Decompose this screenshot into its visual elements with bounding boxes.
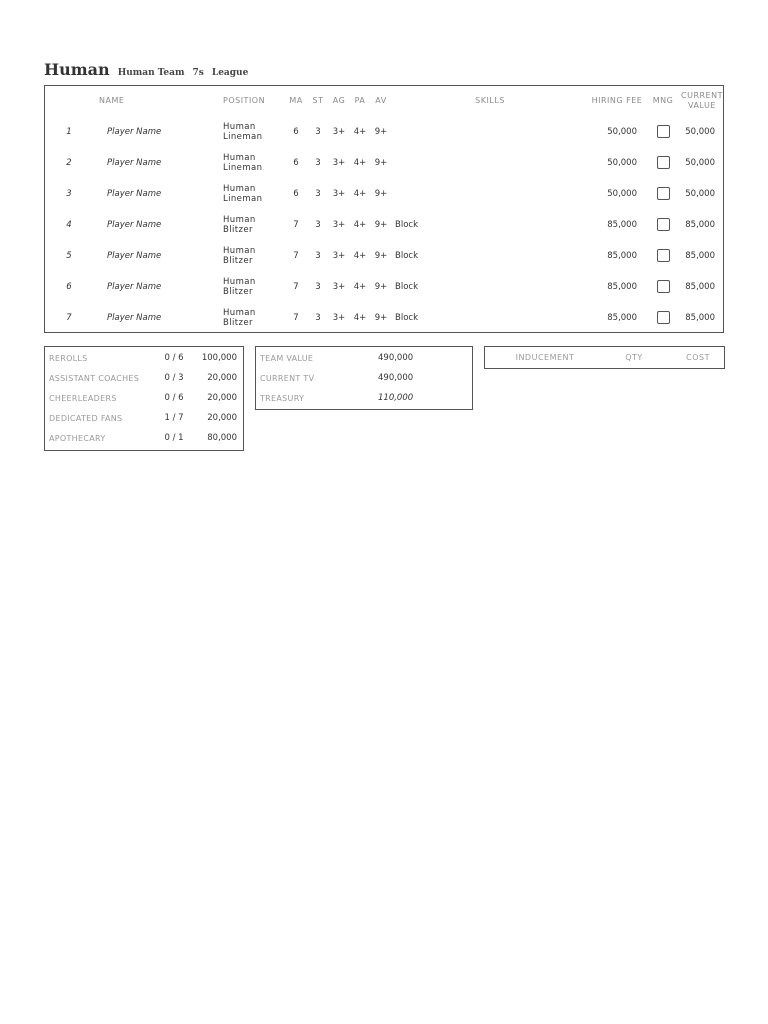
col-pa-header: PA: [354, 96, 366, 105]
player-ma: 7: [293, 312, 299, 323]
staff-row-cheerleaders: [45, 388, 243, 408]
staff-table: [45, 348, 243, 448]
player-name[interactable]: Player Name: [107, 188, 162, 199]
player-ma: 7: [293, 250, 299, 261]
inducements-header-row: [485, 347, 724, 368]
player-ma: 6: [293, 188, 299, 199]
player-st: 3: [315, 281, 321, 292]
player-ma: 6: [293, 157, 299, 168]
player-row: [45, 116, 723, 147]
inducements-panel: [484, 346, 725, 369]
player-number: 4: [66, 219, 72, 230]
staff-label: APOTHECARY: [49, 433, 106, 443]
staff-label: DEDICATED FANS: [49, 413, 123, 423]
player-number: 2: [66, 157, 72, 168]
roster-header-row: [45, 86, 723, 116]
col-skills-header: SKILLS: [475, 96, 505, 105]
player-skills: Block: [395, 281, 418, 292]
player-av: 9+: [374, 219, 388, 230]
player-ag: 3+: [332, 250, 346, 261]
player-hiring-fee: 50,000: [607, 188, 637, 199]
player-number: 3: [66, 188, 72, 199]
player-name[interactable]: Player Name: [107, 219, 162, 230]
player-name[interactable]: Player Name: [107, 157, 162, 168]
team-meta: [118, 68, 249, 78]
treasury-value[interactable]: 110,000: [378, 393, 414, 403]
player-number: 7: [66, 312, 72, 323]
staff-qty[interactable]: 0 / 1: [164, 433, 184, 443]
staff-label: ASSISTANT COACHES: [49, 373, 140, 383]
staff-qty[interactable]: 0 / 3: [164, 373, 184, 383]
player-current-value: 85,000: [685, 219, 715, 230]
staff-row-assistant-coaches: [45, 368, 243, 388]
player-mng-cell: [645, 302, 681, 333]
staff-row-apothecary: [45, 428, 243, 448]
staff-label: REROLLS: [49, 353, 88, 363]
player-skills: Block: [395, 250, 418, 261]
player-pa: 4+: [353, 157, 367, 168]
mng-checkbox[interactable]: [657, 249, 670, 262]
current-tv-row: [256, 368, 472, 388]
player-skills: [391, 147, 589, 178]
player-name[interactable]: Player Name: [107, 126, 162, 137]
player-position: Human Blitzer: [223, 307, 256, 328]
player-pa: 4+: [353, 281, 367, 292]
inducements-table: [485, 347, 724, 368]
staff-qty[interactable]: 0 / 6: [164, 393, 184, 403]
player-av: 9+: [374, 281, 388, 292]
team-value: 490,000: [378, 353, 414, 363]
player-ag: 3+: [332, 188, 346, 199]
staff-label: CHEERLEADERS: [49, 393, 117, 403]
player-position: Human Lineman: [223, 183, 263, 204]
player-ag: 3+: [332, 281, 346, 292]
player-ag: 3+: [332, 219, 346, 230]
player-av: 9+: [374, 157, 388, 168]
player-current-value: 50,000: [685, 126, 715, 137]
player-av: 9+: [374, 188, 388, 199]
current-tv-label: CURRENT TV: [260, 373, 315, 383]
player-pa: 4+: [353, 126, 367, 137]
player-current-value: 85,000: [685, 281, 715, 292]
player-skills: [391, 116, 589, 147]
player-st: 3: [315, 188, 321, 199]
treasury-row: [256, 388, 472, 408]
team-format: 7s: [192, 68, 204, 78]
player-current-value: 50,000: [685, 188, 715, 199]
mng-checkbox[interactable]: [657, 156, 670, 169]
team-value-label: TEAM VALUE: [260, 353, 314, 363]
team-value-row: [256, 348, 472, 368]
player-mng-cell: [645, 271, 681, 302]
player-st: 3: [315, 250, 321, 261]
roster-table-container: [44, 85, 724, 333]
mng-checkbox[interactable]: [657, 311, 670, 324]
player-mng-cell: [645, 240, 681, 271]
roster-table: [45, 86, 723, 333]
treasury-label: TREASURY: [260, 393, 305, 403]
player-number: 6: [66, 281, 72, 292]
player-name[interactable]: Player Name: [107, 281, 162, 292]
staff-row-dedicated-fans: [45, 408, 243, 428]
player-current-value: 50,000: [685, 157, 715, 168]
team-league: League: [211, 68, 249, 78]
player-name[interactable]: Player Name: [107, 312, 162, 323]
staff-panel: [44, 346, 244, 451]
col-ag-header: AG: [332, 96, 346, 105]
player-current-value: 85,000: [685, 250, 715, 261]
player-pa: 4+: [353, 312, 367, 323]
player-ma: 7: [293, 281, 299, 292]
mng-checkbox[interactable]: [657, 187, 670, 200]
player-position: Human Lineman: [223, 152, 263, 173]
page-title: [44, 60, 248, 79]
player-mng-cell: [645, 116, 681, 147]
player-ag: 3+: [332, 126, 346, 137]
player-name[interactable]: Player Name: [107, 250, 162, 261]
player-position: Human Blitzer: [223, 276, 256, 297]
player-position: Human Blitzer: [223, 245, 256, 266]
col-position-header: POSITION: [223, 96, 266, 105]
player-ag: 3+: [332, 312, 346, 323]
player-number: 5: [66, 250, 72, 261]
player-ma: 6: [293, 126, 299, 137]
player-mng-cell: [645, 147, 681, 178]
player-skills: [391, 178, 589, 209]
col-name-header: NAME: [99, 96, 125, 105]
player-st: 3: [315, 312, 321, 323]
player-av: 9+: [374, 312, 388, 323]
player-hiring-fee: 85,000: [607, 250, 637, 261]
col-current-value-header: CURRENT VALUE: [681, 91, 723, 110]
player-row: [45, 271, 723, 302]
staff-qty[interactable]: 0 / 6: [164, 353, 184, 363]
player-pa: 4+: [353, 219, 367, 230]
player-ag: 3+: [332, 157, 346, 168]
team-name: Human Team: [117, 68, 185, 78]
inducement-qty-header: QTY: [625, 353, 643, 362]
col-number-header: [45, 86, 93, 116]
player-hiring-fee: 85,000: [607, 219, 637, 230]
player-st: 3: [315, 126, 321, 137]
player-row: [45, 302, 723, 333]
current-tv: 490,000: [378, 373, 414, 383]
player-pa: 4+: [353, 250, 367, 261]
staff-cost: 20,000: [207, 413, 237, 423]
col-av-header: AV: [375, 96, 387, 105]
inducement-cost-header: COST: [686, 353, 710, 362]
player-av: 9+: [374, 250, 388, 261]
player-ma: 7: [293, 219, 299, 230]
player-hiring-fee: 50,000: [607, 157, 637, 168]
player-position: Human Lineman: [223, 121, 263, 142]
staff-row-rerolls: [45, 348, 243, 368]
team-race: Human: [44, 60, 110, 79]
player-av: 9+: [374, 126, 388, 137]
player-skills: Block: [395, 219, 418, 230]
player-pa: 4+: [353, 188, 367, 199]
col-hiring-fee-header: HIRING FEE: [591, 96, 643, 105]
player-position: Human Blitzer: [223, 214, 256, 235]
player-mng-cell: [645, 178, 681, 209]
player-mng-cell: [645, 209, 681, 240]
player-st: 3: [315, 157, 321, 168]
player-st: 3: [315, 219, 321, 230]
col-ma-header: MA: [289, 96, 303, 105]
player-row: [45, 178, 723, 209]
player-skills: Block: [395, 312, 418, 323]
staff-cost: 80,000: [207, 433, 237, 443]
player-row: [45, 209, 723, 240]
player-hiring-fee: 85,000: [607, 312, 637, 323]
player-current-value: 85,000: [685, 312, 715, 323]
staff-qty[interactable]: 1 / 7: [164, 413, 184, 423]
player-number: 1: [66, 126, 72, 137]
staff-cost: 20,000: [207, 373, 237, 383]
col-st-header: ST: [312, 96, 324, 105]
team-value-table: [256, 348, 472, 408]
player-hiring-fee: 50,000: [607, 126, 637, 137]
staff-cost: 100,000: [201, 353, 237, 363]
staff-cost: 20,000: [207, 393, 237, 403]
mng-checkbox[interactable]: [657, 218, 670, 231]
player-row: [45, 240, 723, 271]
inducement-header: INDUCEMENT: [515, 353, 575, 362]
team-value-panel: [255, 346, 473, 410]
player-hiring-fee: 85,000: [607, 281, 637, 292]
mng-checkbox[interactable]: [657, 125, 670, 138]
player-row: [45, 147, 723, 178]
col-mng-header: MNG: [652, 96, 674, 105]
mng-checkbox[interactable]: [657, 280, 670, 293]
